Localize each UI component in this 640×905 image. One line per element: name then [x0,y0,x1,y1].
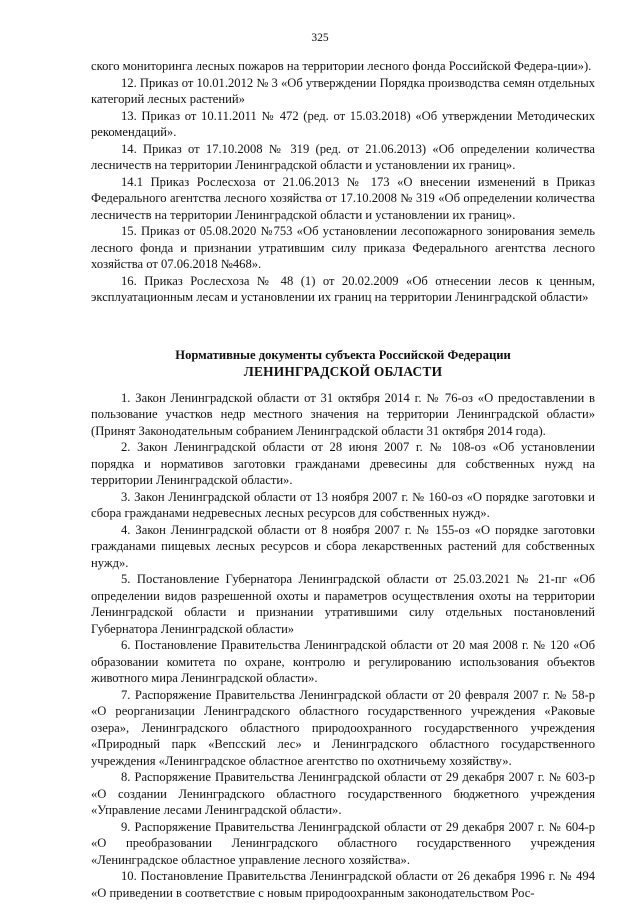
list-item: 6. Постановление Правительства Ленинградской области от 20 мая 2008 г. № 120 «Об образовании комитета по охране, контролю и регулированию использования объектов животного мира Ленинградской области». [91,638,595,685]
section-spacer [91,306,595,348]
list-item: 5. Постановление Губернатора Ленинградской области от 25.03.2021 № 21-пг «Об определении видов разрешенной охоты и параметров осуществления охоты на территории Ленинградской области и признании утратившими силу отдельных постановлений Губернатора Ленинградской области» [91,572,595,636]
list-item: 14.1 Приказ Рослесхоза от 21.06.2013 № 173 «О внесении изменений в Приказ Федерального агентства лесного хозяйства от 17.10.2008 № 319 «Об определении количества лесничеств на территории Ленинградской области и установлении их границ». [91,174,595,222]
section-heading: Нормативные документы субъекта Российской Федерации [175,347,511,362]
list-item: 8. Распоряжение Правительства Ленинградской области от 29 декабря 2007 г. № 603-р «О создании Ленинградского областного государственного бюджетного учреждения «Управление лесами Ленинградской области». [91,770,595,817]
list-item: 16. Приказ Рослесхоза № 48 (1) от 20.02.2009 «Об отнесении лесов к ценным, эксплуатационным лесам и установлении их границ на территории Ленинградской области» [91,273,595,304]
list-item: 2. Закон Ленинградской области от 28 июня 2007 г. № 108-оз «Об установлении порядка и нормативов заготовки гражданами древесины для собственных нужд на территории Ленинградской области». [91,440,595,487]
list-item: 3. Закон Ленинградской области от 13 ноября 2007 г. № 160-оз «О порядке заготовки и сбора гражданами недревесных лесных ресурсов для собственных нужд». [91,489,595,520]
list-item: 4. Закон Ленинградской области от 8 ноября 2007 г. № 155-оз «О порядке заготовки гражданами пищевых лесных ресурсов и сбора лекарственных растений для собственных нужд». [91,522,595,570]
list-item: 15. Приказ от 05.08.2020 №753 «Об установлении лесопожарного зонирования земель лесного фонда и признании утратившим силу приказа Федерального агентства лесного хозяйства от 07.06.2018 №468». [91,224,595,271]
list-item: 13. Приказ от 10.11.2011 № 472 (ред. от 15.03.2018) «Об утверждении Методических рекомендаций». [91,108,595,139]
section-subheading: ЛЕНИНГРАДСКОЙ ОБЛАСТИ [243,363,443,379]
page-content [91,58,595,901]
list-item: 12. Приказ от 10.01.2012 № 3 «Об утверждении Порядка производства семян отдельных категорий лесных растений» [91,75,595,106]
list-item: 9. Распоряжение Правительства Ленинградской области от 29 декабря 2007 г. № 604-р «О преобразовании Ленинградского областного государственного учреждения «Ленинградское областное управление лесного хозяйства». [91,819,595,867]
page-number: 325 [311,32,329,44]
list-item: 1. Закон Ленинградской области от 31 октября 2014 г. № 76-оз «О предоставлении в пользование участков недр местного значения на территории Ленинградской области» (Принят Законодательным собранием Ленинградской области 31 октября 2014 года). [91,390,595,438]
heading-spacer [91,380,595,390]
list-item: 10. Постановление Правительства Ленинградской области от 26 декабря 1996 г. № 494 «О приведении в соответствие с новым природоохранным законодательством Рос- [91,869,595,900]
list-item: 14. Приказ от 17.10.2008 № 319 (ред. от 21.06.2013) «Об определении количества лесничеств на территории Ленинградской области и установлении их границ». [91,141,595,172]
list-item: 7. Распоряжение Правительства Ленинградской области от 20 февраля 2007 г. № 58-р «О реорганизации Ленинградского областного государственного учреждения «Раковые озера», Ленинградского областного природоохранного государственного учреждения «Природный парк «Вепсский лес» и Ленинградского областного государственного учреждения «Ленинградское областное агентство по охотничьему хозяйству». [91,687,595,768]
continuation-paragraph: ского мониторинга лесных пожаров на территории лесного фонда Российской Федера-ции»). [91,59,592,73]
